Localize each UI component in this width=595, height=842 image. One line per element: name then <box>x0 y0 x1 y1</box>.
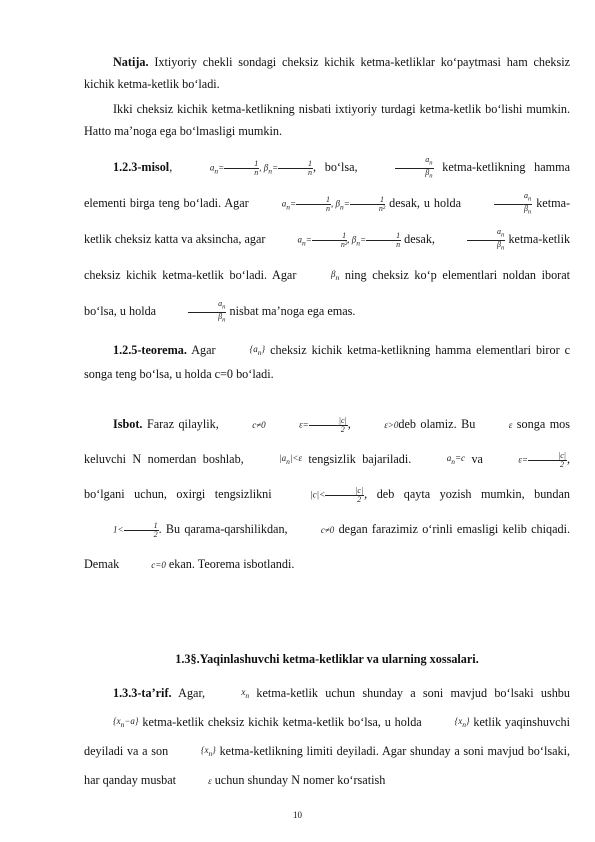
formula-beta-n: $\beta_n$ <box>331 269 340 283</box>
formula-c-neq-0: c≠0 <box>320 525 335 536</box>
natija-label: Natija. <box>113 55 149 69</box>
formula-xn: $x_n$ <box>241 687 250 701</box>
natija-text: Ixtiyoriy chekli sondagi cheksiz kichik ketma-ketliklar ko‘paytmasi ham cheksiz kichik ketma-ketlik bo‘ladi. <box>84 55 570 91</box>
formula-one-lt-half: 1< $\frac{1}{2}$ <box>113 520 158 539</box>
formula-ratio: $\frac{a_n}{\beta_n}$ <box>366 156 433 180</box>
formula-ratio: $\frac{a_n}{\beta_n}$ <box>438 228 505 252</box>
proof-label: Isbot. <box>113 417 143 431</box>
ratio-note-text: Ikki cheksiz kichik ketma-ketlikning nisbati ixtiyoriy turdagi ketma-ketlik bo‘lishi mumkin. Hatto ma’noga ega bo‘lmasligi mumkin. <box>84 102 570 138</box>
page-number: 10 <box>293 810 302 820</box>
formula-an-bn-1-over-n: $a_n=$ $\frac{1}{n}$ , $\beta_n=$ $\frac{1}{n}$ <box>209 158 313 177</box>
formula-ratio: $\frac{a_n}{\beta_n}$ <box>465 192 532 216</box>
paragraph-ratio-note <box>84 99 570 142</box>
paragraph-natija <box>84 52 570 95</box>
paragraph-theorem-1-2-5: 1.2.5-teorema. Agar $\{a_n\}$ cheksiz kichik ketma-ketlikning hamma elementlari biror c songa teng bo‘lsa, u holda c=0 bo‘ladi. <box>84 343 571 381</box>
formula-c-neq-0: c≠0 <box>252 420 266 431</box>
formula-sequence-xn: $\{x_n\}$ <box>200 745 216 759</box>
definition-label: 1.3.3-ta’rif. <box>113 686 172 700</box>
formula-an-1-over-n2-bn-1-over-n: $a_n=$ $\frac{1}{\text{n²}}$ , $\beta_n=$ $\frac{1}{n}$ <box>297 230 401 249</box>
paragraph-proof: Isbot. Faraz qilaylik, c≠0 ε= $\frac{|c|}{2}$ , ε>0deb olamiz. Bu ε songa mos keluvchi N nomerdan boshlab, $|a_n|<\varepsilon$ tengsizlik bajariladi. $a_n=c$ va ε= $\frac{|c|}{2}$ , bo‘lgani uchun, oxirgi tengsizlikni |c|< $\frac{|c|}{2}$ , deb qayta yozish mumkin, bundan 1< $\frac{1}{2}$ . Bu qarama-qarshilikdan, c≠0 degan farazimiz o‘rinli emasligi kelib chiqadi. Demak c=0 ekan. Teorema isbotlandi. <box>84 415 571 571</box>
formula-epsilon: ε <box>508 420 513 431</box>
formula-eps-c-over-2: ε= $\frac{|c|}{2}$ <box>518 450 566 469</box>
formula-an-bn-1-over-n2: $a_n=$ $\frac{1}{n}$ , $\beta_n=$ $\frac{1}{\text{n²}}$ <box>281 194 386 213</box>
formula-xn-minus-a: $\{x_n-a\}$ <box>113 716 139 730</box>
formula-sequence-an: $\{a_n\}$ <box>249 344 266 358</box>
formula-abs-an-lt-eps: $|a_n|<\varepsilon$ <box>279 453 302 467</box>
formula-eps-positive: ε>0 <box>384 420 399 431</box>
section-heading: 1.3§.Yaqinlashuvchi ketma-ketliklar va ularning xossalari. <box>175 652 479 666</box>
formula-ratio: $\frac{a_n}{\beta_n}$ <box>159 300 226 324</box>
formula-epsilon: ε <box>208 776 212 787</box>
paragraph-example-1-2-3: 1.2.3-misol, $a_n=$ $\frac{1}{n}$ , $\beta_n=$ $\frac{1}{n}$ , bo‘lsa, $\frac{a_n}{\beta_n}$ ketma-ketlikning hamma elementi birga teng bo‘ladi. Agar $a_n=$ $\frac{1}{n}$ , $\beta_n=$ $\frac{1}{\text{n²}}$ desak, u holda $\frac{a_n}{\beta_n}$ ketma-ketlik cheksiz katta va aksincha, agar $a_n=$ $\frac{1}{\text{n²}}$ , $\beta_n=$ $\frac{1}{n}$ desak, $\frac{a_n}{\beta_n}$ ketma-ketlik cheksiz kichik ketma-ketlik bo‘ladi. Agar $\beta_n$ ning cheksiz ko‘p elementlari noldan iborat bo‘lsa, u holda $\frac{a_n}{\beta_n}$ nisbat ma’noga ega emas. <box>84 155 571 324</box>
formula-c-eq-0: c=0 <box>151 560 166 571</box>
formula-eps-c-over-2: ε= $\frac{|c|}{2}$ <box>299 415 347 434</box>
theorem-label: 1.2.5-teorema. <box>113 343 187 357</box>
example-label: 1.2.3-misol <box>113 160 170 174</box>
formula-sequence-xn: $\{x_n\}$ <box>454 716 470 730</box>
formula-abs-c-lt-half: |c|< $\frac{|c|}{2}$ <box>310 485 364 504</box>
paragraph-definition-1-3-3: 1.3.3-ta’rif. Agar, $x_n$ ketma-ketlik uchun shunday a soni mavjud bo‘lsaki ushbu $\{x_n-a\}$ ketma-ketlik cheksiz kichik ketma-ketlik bo‘lsa, u holda $\{x_n\}$ ketlik yaqinshuvchi deyiladi va a son $\{x_n\}$ ketma-ketlikning limiti deyiladi. Agar shunday a soni mavjud bo‘lsaki, har qanday musbat ε uchun shunday N nomer ko‘rsatish <box>84 686 571 787</box>
formula-an-eq-c: $a_n=c$ <box>446 453 466 467</box>
